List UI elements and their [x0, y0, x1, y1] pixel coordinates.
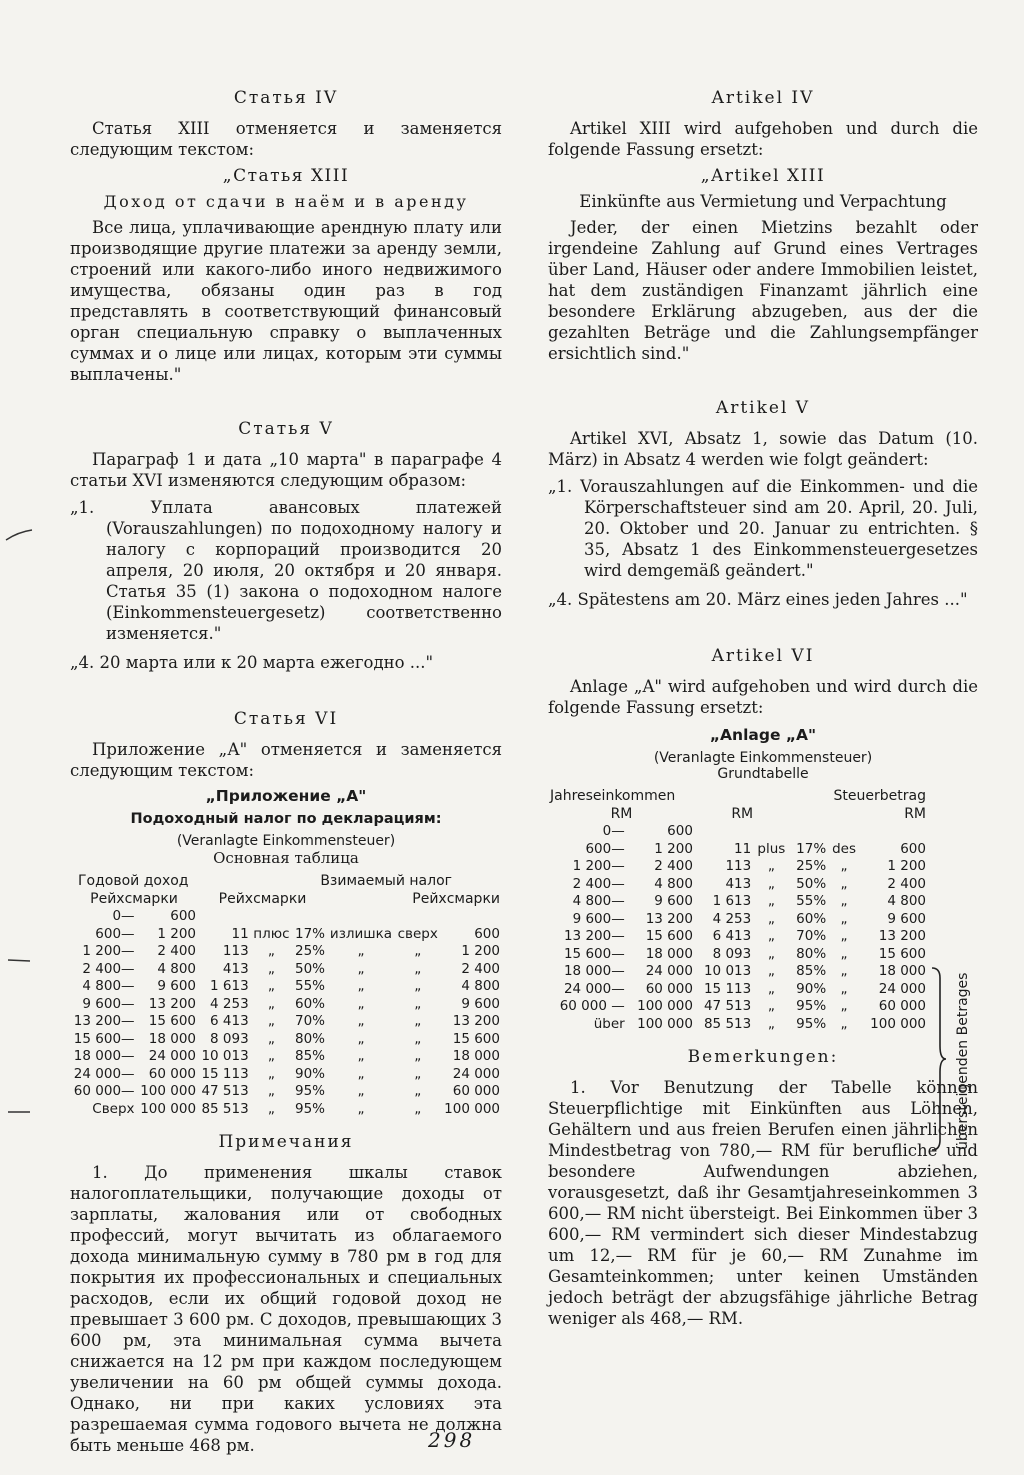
de-article-5-item-4: „4. Spätestens am 20. März eines jeden Jahres ..."	[548, 590, 968, 609]
de-cell-rate: 25%	[796, 858, 827, 874]
ru-cell-excess: „	[357, 1048, 365, 1064]
table-row	[70, 1031, 502, 1049]
de-th-rm-right: RM	[904, 805, 926, 822]
de-cell-threshold	[860, 823, 928, 841]
table-row	[70, 1083, 502, 1101]
de-cell-plus: „	[767, 858, 775, 874]
de-cell-rate: 95%	[796, 998, 827, 1014]
de-cell-threshold: 1 200	[887, 858, 926, 874]
de-cell-plus: „	[767, 928, 775, 944]
de-cell-threshold: 2 400	[887, 875, 926, 892]
ru-cell-plus: „	[267, 1013, 275, 1029]
ru-cell-income-to: 24 000	[148, 1048, 197, 1064]
ru-th-rm-right: Рейхсмарки	[412, 890, 500, 907]
de-cell-rate: 50%	[796, 875, 827, 892]
de-cell-des: „	[840, 1015, 848, 1032]
ru-notes-text: 1. До применения шкалы ставок налогоплательщики, получающие доходы от зарплаты, жалования или от свободных профессий, могут вычитать из облагаемого дохода минимальную сумму в 780 рм в год для покрытия их профессиональных и специальных расходов, если их общий годовой доход не превышает 3 600 рм. С доходов, превышающих 3 600 рм, эта минимальная сумма вычета снижается на 12 рм при каждом последующем увеличении на 60 рм общей суммы дохода. Однако, ни при каких условиях эта разрешаемая сумма годового вычета не должна быть меньше 468 рм.	[70, 1163, 502, 1455]
de-cell-threshold: 9 600	[887, 910, 926, 927]
ru-cell-rate: 25%	[295, 943, 326, 959]
de-notes-heading: Bemerkungen:	[687, 1047, 839, 1067]
table-row	[548, 823, 928, 841]
page-number: 298	[428, 1428, 476, 1452]
table-row	[70, 1048, 502, 1066]
table-row	[548, 893, 928, 911]
ru-cell-over: сверх	[397, 925, 438, 942]
ru-cell-threshold: 1 200	[461, 943, 500, 959]
ru-cell-excess: „	[357, 1013, 365, 1029]
de-annex-parenthetical: (Veranlagte Einkommensteuer)	[653, 750, 873, 766]
ru-cell-income-to: 15 600	[148, 1013, 197, 1029]
ru-cell-income-from: 1 200—	[82, 943, 135, 959]
de-cell-threshold: 15 600	[878, 945, 926, 962]
ru-cell-income-from: 0—	[112, 908, 135, 924]
german-column	[548, 88, 978, 1335]
de-cell-base-tax: 85 513	[703, 1015, 752, 1032]
de-cell-plus: „	[767, 875, 775, 892]
russian-column	[70, 88, 502, 1462]
de-cell-des: „	[840, 928, 848, 944]
ru-cell-rate: 60%	[295, 995, 326, 1012]
de-cell-des: „	[840, 910, 848, 927]
de-cell-income-from: 600—	[585, 840, 625, 857]
ru-cell-income-from: 4 800—	[82, 978, 135, 994]
table-row	[70, 943, 502, 961]
de-cell-plus: „	[767, 963, 775, 979]
ru-cell-base-tax: 47 513	[201, 1083, 249, 1099]
de-cell-income-from: 9 600—	[572, 910, 625, 927]
de-cell-base-tax: 11	[734, 840, 752, 857]
ru-cell-plus: „	[267, 1065, 275, 1082]
margin-mark-icon	[4, 528, 34, 542]
ru-th-rm-mid: Рейхсмарки	[218, 890, 307, 907]
ru-cell-income-from: 2 400—	[82, 960, 135, 977]
de-article-4-heading: Artikel IV	[711, 88, 815, 108]
de-cell-des: „	[840, 998, 848, 1014]
ru-cell-over: „	[414, 1048, 422, 1064]
ru-cell-over: „	[414, 1030, 422, 1047]
ru-cell-threshold: 18 000	[452, 1048, 500, 1064]
de-cell-rate	[790, 823, 829, 841]
ru-cell-threshold: 24 000	[452, 1065, 500, 1082]
de-article-13-subtitle: Einkünfte aus Vermietung und Verpachtung	[579, 192, 947, 211]
ru-cell-income-from: 13 200—	[73, 1013, 135, 1029]
ru-cell-threshold: 15 600	[452, 1030, 500, 1047]
ru-annex-title: „Приложение „А"	[205, 787, 367, 805]
table-row	[548, 1016, 928, 1034]
de-cell-income-to: 600	[667, 823, 693, 839]
ru-cell-base-tax: 8 093	[210, 1030, 249, 1047]
ru-cell-income-to: 4 800	[157, 960, 197, 977]
de-cell-plus: „	[767, 998, 775, 1014]
ru-article-4-heading: Статья IV	[233, 88, 339, 108]
ru-article-4-intro: Статья XIII отменяется и заменяется следующим текстом:	[70, 119, 502, 159]
ru-cell-income-to: 13 200	[148, 995, 197, 1012]
table-row	[548, 876, 928, 894]
ru-cell-excess: „	[357, 1083, 365, 1099]
de-notes-text: 1. Vor Benutzung der Tabelle können Steuerpflichtige mit Einkünften aus Löhnen, Gehältern und aus freien Berufen einen jährlichen Mindestbetrag von 780,— RM für berufliche und besondere Aufwendungen abziehen, vorausgesetzt, daß ihr Gesamtjahreseinkommen 3 600,— RM nicht übersteigt. Bei Einkommen über 3 600,— RM vermindert sich dieser Mindestabzug um 12,— RM für je 60,— RM Zunahme im Gesamteinkommen; unter keinen Umständen jedoch beträgt der abzugsfähige jährliche Betrag weniger als 468,— RM.	[548, 1078, 978, 1328]
ru-article-6-heading: Статья VI	[233, 709, 339, 729]
ru-cell-income-to: 2 400	[157, 943, 197, 959]
ru-cell-excess: „	[357, 1065, 365, 1082]
ru-cell-excess: „	[357, 1100, 365, 1117]
de-cell-rate: 85%	[796, 963, 827, 979]
ru-cell-threshold: 600	[474, 925, 500, 942]
de-cell-threshold: 60 000	[878, 998, 926, 1014]
ru-cell-income-from: 15 600—	[73, 1030, 135, 1047]
ru-cell-rate: 70%	[295, 1013, 326, 1029]
ru-cell-excess: „	[357, 995, 365, 1012]
ru-cell-excess: „	[357, 978, 365, 994]
ru-cell-income-to: 18 000	[148, 1030, 197, 1047]
table-row	[548, 841, 928, 859]
ru-cell-base-tax: 6 413	[210, 1013, 249, 1029]
de-annex-title: „Anlage „A"	[709, 726, 817, 744]
de-cell-income-from: 2 400—	[572, 875, 625, 892]
ru-cell-income-from: 60 000—	[73, 1083, 135, 1099]
de-cell-plus: „	[767, 910, 775, 927]
ru-cell-rate: 95%	[295, 1100, 326, 1117]
table-row	[70, 996, 502, 1014]
ru-cell-over: „	[414, 960, 422, 977]
de-cell-income-from: 15 600—	[563, 945, 625, 962]
de-cell-income-from: 13 200—	[563, 928, 625, 944]
ru-cell-excess: „	[357, 1030, 365, 1047]
ru-cell-rate: 80%	[295, 1030, 326, 1047]
ru-cell-threshold: 60 000	[452, 1083, 500, 1099]
ru-cell-plus	[251, 908, 292, 926]
ru-article-5-item-4: „4. 20 марта или к 20 марта ежегодно ..."	[70, 653, 434, 672]
de-cell-rate: 55%	[796, 893, 827, 909]
de-cell-threshold: 4 800	[887, 893, 926, 909]
ru-cell-threshold: 4 800	[461, 978, 500, 994]
de-cell-income-from: 1 200—	[572, 858, 625, 874]
de-article-6-heading: Artikel VI	[711, 646, 815, 666]
margin-mark-icon	[6, 956, 32, 964]
de-cell-des: „	[840, 858, 848, 874]
ru-cell-plus: „	[267, 1100, 275, 1117]
ru-cell-plus: „	[267, 995, 275, 1012]
de-cell-income-to: 13 200	[645, 910, 693, 927]
ru-cell-base-tax: 15 113	[201, 1065, 249, 1082]
ru-cell-rate: 55%	[295, 978, 326, 994]
de-cell-base-tax: 113	[725, 858, 752, 874]
de-cell-base-tax: 15 113	[703, 980, 752, 997]
ru-annex-subtitle: Подоходный налог по декларациям:	[130, 811, 442, 827]
de-th-tax: Steuerbetrag	[833, 788, 926, 804]
de-side-label: übersteigenden Betrages	[955, 972, 971, 1150]
ru-cell-over: „	[414, 995, 422, 1012]
de-cell-income-to: 18 000	[645, 945, 693, 962]
de-cell-base-tax: 6 413	[712, 928, 752, 944]
de-cell-income-to: 9 600	[654, 893, 693, 909]
de-cell-base-tax: 47 513	[703, 998, 752, 1014]
de-cell-des	[828, 823, 860, 841]
ru-cell-income-to: 600	[170, 908, 197, 924]
ru-cell-over: „	[414, 1100, 422, 1117]
ru-cell-over: „	[414, 978, 422, 994]
de-cell-plus: „	[767, 1015, 775, 1032]
table-row	[70, 1013, 502, 1031]
ru-cell-threshold: 2 400	[461, 960, 500, 977]
ru-cell-plus: „	[267, 960, 275, 977]
ru-cell-rate: 85%	[295, 1048, 326, 1064]
ru-cell-over: „	[414, 1083, 422, 1099]
de-cell-income-from: 60 000 —	[559, 998, 625, 1014]
de-article-5-intro: Artikel XVI, Absatz 1, sowie das Datum (10. März) in Absatz 4 werden wie folgt geändert:	[548, 429, 978, 469]
de-cell-threshold: 13 200	[878, 928, 926, 944]
table-row	[70, 926, 502, 944]
de-cell-income-from: 4 800—	[572, 893, 625, 909]
ru-cell-base-tax: 10 013	[201, 1048, 249, 1064]
de-cell-threshold: 18 000	[878, 963, 926, 979]
de-article-4-intro: Artikel XIII wird aufgehoben und durch die folgende Fassung ersetzt:	[548, 119, 978, 159]
table-row	[70, 961, 502, 979]
ru-cell-income-from: 9 600—	[82, 995, 135, 1012]
de-cell-rate: 90%	[796, 980, 827, 997]
ru-cell-over	[395, 908, 440, 926]
ru-annex-basic-table-title: Основная таблица	[213, 849, 359, 867]
table-brace-icon	[928, 966, 948, 1152]
ru-cell-base-tax: 1 613	[210, 978, 249, 994]
de-cell-des: des	[832, 840, 857, 857]
ru-cell-base-tax: 11	[231, 925, 249, 942]
table-row	[548, 998, 928, 1016]
de-article-5-item-1: „1. Vorauszahlungen auf die Einkommen- und die Körperschaftsteuer sind am 20. April, 20. Juli, 20. Oktober und 20. Januar zu entrichten. § 35, Absatz 1 des Einkommensteuergesetzes wird demgemäß geändert."	[548, 477, 978, 580]
de-cell-des: „	[840, 875, 848, 892]
ru-cell-excess: „	[357, 960, 365, 977]
ru-cell-income-to: 9 600	[157, 978, 197, 994]
de-cell-base-tax: 4 253	[712, 910, 752, 927]
ru-cell-rate	[292, 908, 327, 926]
de-cell-rate: 95%	[796, 1015, 827, 1032]
ru-cell-threshold	[440, 908, 502, 926]
de-tax-table	[548, 788, 928, 1033]
ru-article-6-intro: Приложение „А" отменяется и заменяется следующим текстом:	[70, 740, 502, 780]
de-cell-base-tax: 1 613	[712, 893, 752, 909]
de-cell-income-from: über	[593, 1015, 625, 1032]
de-cell-rate: 17%	[796, 840, 827, 857]
de-cell-des: „	[840, 945, 848, 962]
de-cell-base-tax: 10 013	[703, 963, 752, 979]
table-row	[548, 963, 928, 981]
de-cell-plus: plus	[757, 840, 786, 857]
de-cell-base-tax: 413	[725, 875, 752, 892]
ru-notes-heading: Примечания	[218, 1132, 354, 1152]
de-cell-des: „	[840, 893, 848, 909]
ru-cell-income-from: 24 000—	[73, 1065, 135, 1082]
ru-cell-over: „	[414, 1013, 422, 1029]
table-row	[548, 911, 928, 929]
ru-cell-income-to: 1 200	[157, 925, 197, 942]
de-cell-plus: „	[767, 893, 775, 909]
ru-article-13-text: Все лица, уплачивающие арендную плату или производящие другие платежи за аренду земли, строений или какого-либо иного недвижимого имущества, обязаны один раз в год представлять в соответствующий финансовый орган специальную справку о выплаченных суммах и о лице или лицах, которым эти суммы выплачены."	[70, 218, 502, 384]
ru-cell-base-tax: 113	[222, 943, 249, 959]
de-cell-threshold: 600	[900, 840, 926, 857]
de-annex-basic-table-title: Grundtabelle	[717, 766, 809, 782]
ru-cell-income-to: 100 000	[140, 1083, 197, 1099]
ru-cell-plus: „	[267, 1083, 275, 1099]
ru-cell-income-from: Сверх	[92, 1100, 135, 1117]
de-cell-income-to: 2 400	[654, 858, 693, 874]
de-cell-plus: „	[767, 980, 775, 997]
table-row	[70, 1101, 502, 1119]
table-row	[548, 858, 928, 876]
ru-cell-over: „	[414, 1065, 422, 1082]
de-th-rm-left: RM	[610, 805, 633, 822]
de-cell-des: „	[840, 980, 848, 997]
ru-cell-rate: 50%	[295, 960, 326, 977]
de-cell-income-to: 4 800	[654, 875, 693, 892]
ru-cell-excess: „	[357, 943, 365, 959]
table-row	[70, 978, 502, 996]
ru-article-5-heading: Статья V	[238, 419, 334, 439]
de-cell-plus	[753, 823, 789, 841]
table-row	[548, 928, 928, 946]
de-cell-base-tax	[695, 823, 753, 841]
table-row	[70, 908, 502, 926]
de-side-label-graphic	[951, 972, 973, 1152]
ru-cell-plus: „	[267, 1048, 275, 1064]
de-cell-base-tax: 8 093	[712, 945, 752, 962]
ru-cell-excess: излишка	[329, 925, 393, 942]
de-th-rm-mid: RM	[731, 805, 754, 822]
de-cell-income-to: 24 000	[645, 963, 693, 979]
de-cell-income-from: 24 000—	[563, 980, 625, 997]
de-cell-income-to: 100 000	[637, 1015, 693, 1032]
ru-th-rm-left: Рейхсмарки	[90, 890, 178, 907]
ru-article-5-item-1: „1. Уплата авансовых платежей (Vorauszahlungen) по подоходному налогу и налогу с корпораций производится 20 апреля, 20 июля, 20 октября и 20 января. Статья 35 (1) закона о подоходном налоге (Einkommensteuergesetz) соответственно изменяется."	[70, 498, 502, 643]
ru-cell-base-tax: 4 253	[210, 995, 249, 1012]
ru-cell-base-tax	[198, 908, 251, 926]
de-th-income: Jahreseinkommen	[550, 788, 676, 804]
de-cell-rate: 60%	[796, 910, 827, 927]
ru-th-income: Годовой доход	[78, 873, 189, 889]
ru-cell-excess	[327, 908, 395, 926]
de-cell-threshold: 100 000	[870, 1015, 926, 1032]
de-article-13-text: Jeder, der einen Mietzins bezahlt oder irgendeine Zahlung auf Grund eines Vertrages über Land, Häuser oder andere Immobilien leistet, hat dem zuständigen Finanzamt jährlich eine besondere Erklärung abzugeben, aus der die gezahlten Beträge und die Zahlungsempfänger ersichtlich sind."	[548, 218, 978, 363]
ru-cell-rate: 95%	[295, 1083, 326, 1099]
ru-cell-plus: „	[267, 1030, 275, 1047]
ru-cell-plus: плюс	[253, 925, 290, 942]
ru-cell-base-tax: 413	[222, 960, 249, 977]
de-article-13-heading: „Artikel XIII	[700, 166, 826, 186]
ru-article-13-subtitle: Доход от сдачи в наём и в аренду	[103, 192, 469, 211]
de-cell-income-to: 100 000	[637, 998, 693, 1014]
ru-tax-table	[70, 873, 502, 1118]
ru-cell-over: „	[414, 943, 422, 959]
ru-annex-parenthetical: (Veranlagte Einkommensteuer)	[176, 833, 396, 849]
ru-cell-base-tax: 85 513	[201, 1100, 249, 1117]
de-cell-income-to: 15 600	[645, 928, 693, 944]
de-cell-rate: 80%	[796, 945, 827, 962]
ru-cell-threshold: 9 600	[461, 995, 500, 1012]
ru-cell-rate: 17%	[295, 925, 326, 942]
de-article-6-intro: Anlage „A" wird aufgehoben und wird durch die folgende Fassung ersetzt:	[548, 677, 978, 717]
ru-cell-threshold: 13 200	[452, 1013, 500, 1029]
de-cell-income-from: 18 000—	[563, 963, 625, 979]
de-cell-des: „	[840, 963, 848, 979]
ru-cell-plus: „	[267, 978, 275, 994]
de-article-5-heading: Artikel V	[715, 398, 811, 418]
ru-cell-rate: 90%	[295, 1065, 326, 1082]
ru-article-13-heading: „Статья XIII	[222, 166, 350, 186]
de-cell-threshold: 24 000	[878, 980, 926, 997]
de-cell-income-from: 0—	[602, 823, 625, 839]
ru-cell-income-to: 100 000	[140, 1100, 197, 1117]
ru-th-tax: Взимаемый налог	[320, 873, 452, 889]
margin-mark-icon	[6, 1108, 32, 1116]
ru-cell-income-from: 18 000—	[73, 1048, 135, 1064]
de-cell-income-to: 60 000	[645, 980, 693, 997]
ru-cell-plus: „	[267, 943, 275, 959]
table-row	[548, 981, 928, 999]
de-cell-income-to: 1 200	[654, 840, 693, 857]
ru-article-5-intro: Параграф 1 и дата „10 марта" в параграфе 4 статьи XVI изменяются следующим образом:	[70, 450, 502, 490]
de-cell-rate: 70%	[796, 928, 827, 944]
table-row	[548, 946, 928, 964]
table-row	[70, 1066, 502, 1084]
ru-cell-threshold: 100 000	[444, 1100, 500, 1117]
de-cell-plus: „	[767, 945, 775, 962]
ru-cell-income-from: 600—	[95, 925, 135, 942]
ru-cell-income-to: 60 000	[148, 1065, 197, 1082]
